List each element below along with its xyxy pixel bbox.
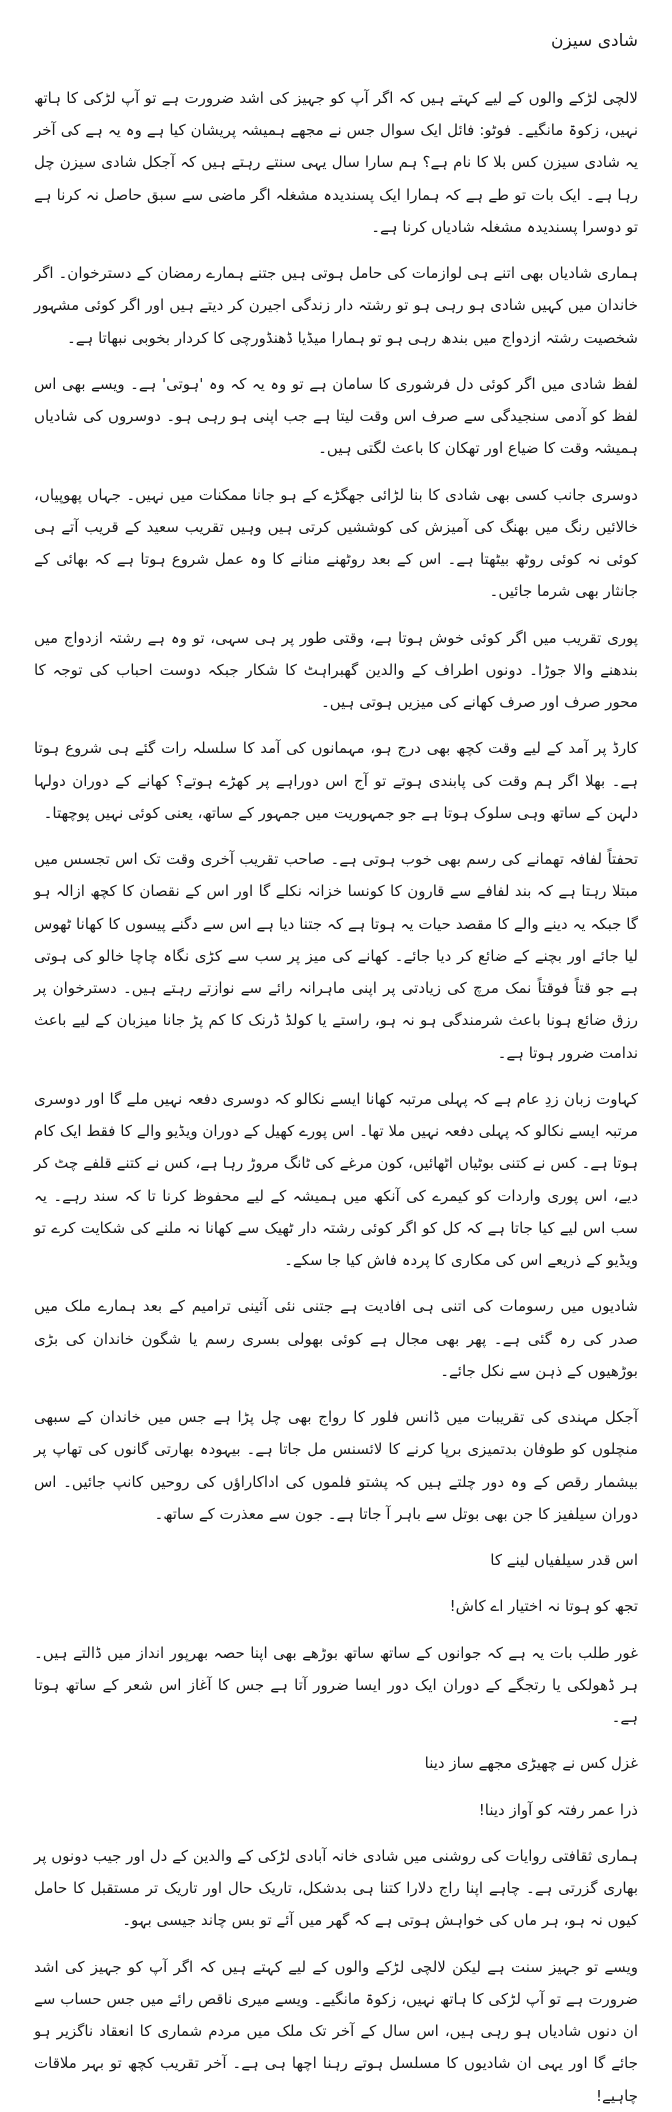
article-paragraph: آجکل مہندی کی تقریبات میں ڈانس فلور کا رواج بھی چل پڑا ہے جس میں خاندان کے سبھی منچلوں کو طوفان بدتمیزی برپا کرنے کا لائسنس مل جاتا ہے۔ بیہودہ بھارتی گانوں کی تھاپ پر بیشمار رقص کے وہ دور چلتے ہیں کہ پشتو فلموں کی اداکاراؤں کی روحیں کانپ جائیں۔ اس دوران سیلفیز کا جن بھی بوتل سے باہر آ جاتا ہے۔ جون سے معذرت کے ساتھ۔ bbox=[34, 1408, 638, 1523]
article-paragraph: ویسے تو جہیز سنت ہے لیکن لالچی لڑکے والوں کے لیے کہتے ہیں کہ اگر آپ کو جہیز کی اشد ضرورت ہے تو آپ لڑکی کا ہاتھ نہیں، زکوۃ مانگیے۔ ویسے میری ناقص رائے میں جس حساب سے ان دنوں شادیاں ہو رہی ہیں، اس سال کے آخر تک ملک میں مردم شماری کا انعقاد ناگزیر ہو جائے گا اور یہی ان شادیوں کا مسلسل ہوتے رہنا اچھا ہی ہے۔ آخر تقریب کچھ تو بہر ملاقات چاہیے! bbox=[34, 1957, 638, 2105]
verse-line: اس قدر سیلفیاں لینے کا bbox=[490, 1551, 638, 1570]
article-paragraph: کہاوت زبان زدِ عام ہے کہ پہلی مرتبہ کھانا ایسے نکالو کہ دوسری دفعہ نہیں ملے گا اور دوسری مرتبہ ایسے نکالو کہ پہلی دفعہ نہیں ملا تھا۔ اس پورے کھیل کے دوران ویڈیو والے کا فقط ایک کام ہوتا ہے۔ کس نے کتنی بوٹیاں اٹھائیں، کون مرغے کی ٹانگ مروڑ رہا ہے، کس نے کتنے قلفے چٹ کر دیے، اس پوری واردات کو کیمرے کی آنکھ میں ہمیشہ کے لیے محفوظ کرنا تا کہ سند رہے۔ یہ سب اس لیے کیا جاتا ہے کہ کل کو اگر کوئی رشتہ دار ٹھیک سے کھانا نہ ملنے کی شکایت کرے تو ویڈیو کے ذریعے اس کی مکاری کا پردہ فاش کیا جا سکے۔ bbox=[34, 1089, 638, 1270]
article-paragraph: کارڈ پر آمد کے لیے وقت کچھ بھی درج ہو، مہمانوں کی آمد کا سلسلہ رات گئے ہی شروع ہوتا ہے۔ بھلا اگر ہم وقت کی پابندی ہوتے تو آج اس دوراہے پر کھڑے ہوتے؟ کھانے کے دوران دولہا دلہن کے ساتھ وہی سلوک ہوتا ہے جو جمہوریت میں جمہور کے ساتھ، یعنی کوئی نہیں پوچھتا۔ bbox=[34, 739, 638, 822]
verse-line: ذرا عمر رفتہ کو آواز دینا! bbox=[478, 1800, 638, 1819]
article-paragraph: دوسری جانب کسی بھی شادی کا بنا لڑائی جھگڑے کے ہو جانا ممکنات میں نہیں۔ جہاں پھوپیاں، خالائیں رنگ میں بھنگ کی آمیزش کی کوششیں کرتی ہیں وہیں تقریب سعید کے قریب آتے ہی کوئی نہ کوئی روٹھ بیٹھتا ہے۔ اس کے بعد روٹھنے منانے کا وہ عمل شروع ہوتا ہے کہ بھائی کے جانثار بھی شرما جائیں۔ bbox=[34, 485, 638, 601]
article-paragraph: ہماری شادیاں بھی اتنے ہی لوازمات کی حامل ہوتی ہیں جتنے ہمارے رمضان کے دسترخوان۔ اگر خاندان میں کہیں شادی ہو رہی ہو تو رشتہ دار زندگی اجیرن کر دیتے ہیں اور اگر کوئی مشہور شخصیت رشتہ ازدواج میں بندھ رہی ہو تو ہمارا میڈیا ڈھنڈورچی کا کردار بخوبی نبھاتا ہے۔ bbox=[34, 264, 638, 347]
article-paragraph: لفظ شادی میں اگر کوئی دل فرشوری کا سامان ہے تو وہ یہ کہ وہ 'ہوتی' ہے۔ ویسے بھی اس لفظ کو آدمی سنجیدگی سے صرف اس وقت لیتا ہے جب اپنی ہو رہی ہو۔ دوسروں کی شادیاں ہمیشہ وقت کا ضیاع اور تھکان کا باعث لگتی ہیں۔ bbox=[34, 374, 638, 458]
article-paragraph: پوری تقریب میں اگر کوئی خوش ہوتا ہے، وقتی طور پر ہی سہی، تو وہ ہے رشتہ ازدواج میں بندھنے والا جوڑا۔ دونوں اطراف کے والدین گھبراہٹ کا شکار جبکہ دوست احباب کی توجہ کا محور صرف اور صرف کھانے کی میزیں ہوتی ہیں۔ bbox=[34, 628, 638, 712]
article-paragraph: غور طلب بات یہ ہے کہ جوانوں کے ساتھ ساتھ بوڑھے بھی اپنا حصہ بھرپور انداز میں ڈالتے ہیں۔ ہر ڈھولکی یا رتجگے کے دوران ایک دور ایسا ضرور آتا ہے جس کا آغاز اس شعر کے ساتھ ہوتا ہے۔ bbox=[34, 1643, 638, 1727]
article-title: شادی سیزن bbox=[551, 31, 638, 51]
article-paragraph: تحفتاً لفافہ تھمانے کی رسم بھی خوب ہوتی ہے۔ صاحب تقریب آخری وقت تک اس تجسس میں مبتلا رہتا ہے کہ بند لفافے سے قارون کا کونسا خزانہ نکلے گا اور اس کے نقصان کا کچھ ازالہ ہو گا جبکہ یہ دینے والے کا مقصد حیات یہ ہوتا ہے کہ جتنا دیا ہے اس سے دگنے پیسوں کا کھانا ٹھوس لیا جائے اور بچنے کے ضائع کر دیا جائے۔ کھانے کی میز پر سب سے کڑی نگاہ چاچا خالو کی ہوتی ہے جو قتاً فوقتاً نمک مرچ کی زیادتی پر اپنی ماہرانہ رائے سے نوازتے رہتے ہیں۔ دسترخوان پر رزق ضائع ہونا باعث شرمندگی ہو نہ ہو، راستے یا کولڈ ڈرنک کا کم پڑ جانا میزبان کے لیے باعث ندامت ضرور ہوتا ہے۔ bbox=[34, 850, 638, 1062]
verse-line: تجھ کو ہوتا نہ اختیار اے کاش! bbox=[449, 1597, 638, 1616]
article-paragraph: لالچی لڑکے والوں کے لیے کہتے ہیں کہ اگر آپ کو جہیز کی اشد ضرورت ہے تو آپ لڑکی کا ہاتھ نہیں، زکوۃ مانگیے۔ فوٹو: فائل ایک سوال جس نے مجھے ہمیشہ پریشان کیا ہے وہ یہ ہے کی آخر یہ شادی سیزن کس بلا کا نام ہے؟ ہم سارا سال یہی سنتے رہتے ہیں کہ آجکل شادی سیزن چل رہا ہے۔ ایک بات تو طے ہے کہ ہمارا ایک پسندیدہ مشغلہ اگر ماضی سے سبق حاصل نہ کرنا ہے تو دوسرا پسندیدہ مشغلہ شادیاں کرنا ہے۔ bbox=[34, 88, 638, 236]
article-paragraph: ہماری ثقافتی روایات کی روشنی میں شادی خانہ آبادی لڑکی کے والدین کے دل اور جیب دونوں پر بھاری گزرتی ہے۔ چاہے اپنا راج دلارا کتنا ہی بدشکل، تاریک حال اور تاریک تر مستقبل کا حامل کیوں نہ ہو، ہر ماں کی خواہش ہوتی ہے کہ گھر میں آئے تو بس چاند جیسی بہو۔ bbox=[34, 1846, 638, 1930]
verse-line: غزل کس نے چھیڑی مجھے ساز دینا bbox=[424, 1754, 638, 1773]
article-paragraph: شادیوں میں رسومات کی اتنی ہی افادیت ہے جتنی نئی آئینی ترامیم کے بعد ہمارے ملک میں صدر کی رہ گئی ہے۔ پھر بھی مجال ہے کوئی بھولی بسری رسم یا شگون خاندان کی بڑی بوڑھیوں کے ذہن سے نکل جائے۔ bbox=[34, 1297, 638, 1380]
